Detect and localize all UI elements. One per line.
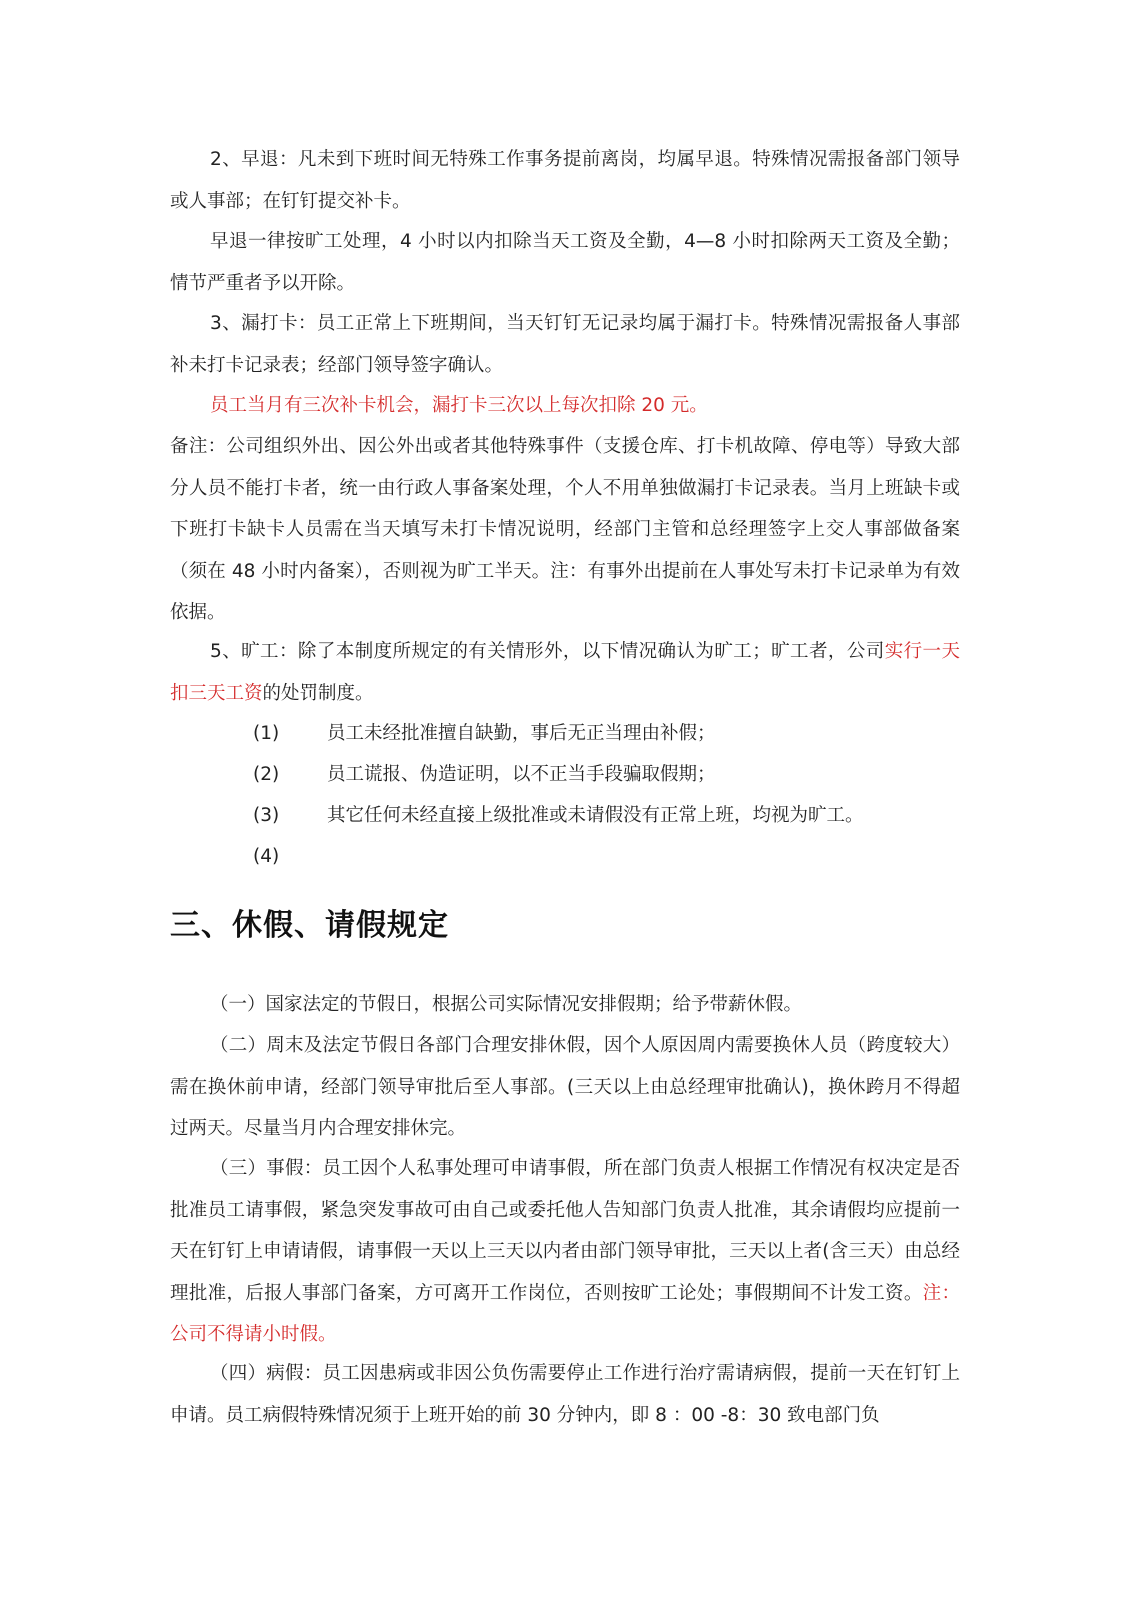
sick-leave-rule: （四）病假：员工因患病或非因公负伤需要停止工作进行治疗需请病假，提前一天在钉钉上申请。员工病假特殊情况须于上班开始的前 30 分钟内，即 8 ：00 -8：30 致电部门负 [170, 1363, 960, 1426]
list-item-number: (2) [253, 764, 280, 785]
holiday-rule: （一）国家法定的节假日，根据公司实际情况安排假期；给予带薪休假。 [210, 994, 803, 1015]
personal-leave-note: 注：公司不得请小时假。 [170, 1282, 960, 1345]
list-item [253, 795, 953, 837]
list-item-text: 员工谎报、伪造证明，以不正当手段骗取假期； [327, 764, 716, 785]
early-leave-rule: 2、早退：凡未到下班时间无特殊工作事务提前离岗，均属早退。特殊情况需报备部门领导或人事部；在钉钉提交补卡。 [170, 149, 960, 212]
list-item-text: 其它任何未经直接上级批准或未请假没有正常上班，均视为旷工。 [327, 805, 864, 826]
missed-punch-penalty: 员工当月有三次补卡机会，漏打卡三次以上每次扣除 20 元。 [210, 395, 708, 416]
remark-paragraph: 备注：公司组织外出、因公外出或者其他特殊事件（支援仓库、打卡机故障、停电等）导致大部分人员不能打卡者，统一由行政人事备案处理，个人不用单独做漏打卡记录表。当月上班缺卡或下班打卡缺卡人员需在当天填写未打卡情况说明，经部门主管和总经理签字上交人事部做备案（须在 48 小时内备案），否则视为旷工半天。注：有事外出提前在人事处写未打卡记录单为有效依据。 [170, 436, 960, 623]
list-item-number: (3) [253, 805, 280, 826]
personal-leave-rule [170, 1148, 960, 1356]
section-heading: 三、休假、请假规定 [170, 908, 449, 943]
personal-leave-text: （三）事假：员工因个人私事处理可申请事假，所在部门负责人根据工作情况有权决定是否批准员工请事假，紧急突发事故可由自己或委托他人告知部门负责人批准，其余请假均应提前一天在钉钉上申请请假，请事假一天以上三天以内者由部门领导审批，三天以上者(含三天）由总经理批准，后报人事部门备案，方可离开工作岗位，否则按旷工论处；事假期间不计发工资。 [170, 1158, 960, 1304]
absence-penalty-highlight: 实行一天扣三天工资 [170, 641, 960, 704]
list-item [253, 836, 953, 878]
absence-rule [170, 631, 960, 714]
list-item-number: (1) [253, 723, 280, 744]
list-item [253, 754, 953, 796]
missed-punch-rule: 3、漏打卡：员工正常上下班期间，当天钉钉无记录均属于漏打卡。特殊情况需报备人事部补未打卡记录表；经部门领导签字确认。 [170, 313, 960, 376]
early-leave-penalty: 早退一律按旷工处理，4 小时以内扣除当天工资及全勤，4—8 小时扣除两天工资及全勤；情节严重者予以开除。 [170, 231, 960, 294]
weekend-rule: （二）周末及法定节假日各部门合理安排休假，因个人原因周内需要换休人员（跨度较大）需在换休前申请，经部门领导审批后至人事部。(三天以上由总经理审批确认)，换休跨月不得超过两天。尽量当月内合理安排休完。 [170, 1035, 960, 1139]
absence-rule-text: 5、旷工：除了本制度所规定的有关情形外，以下情况确认为旷工；旷工者，公司 [210, 641, 885, 662]
absence-rule-suffix: 的处罚制度。 [262, 682, 374, 704]
list-item-number: (4) [253, 846, 280, 867]
list-item-text: 员工未经批准擅自缺勤，事后无正当理由补假； [327, 723, 716, 744]
list-item [253, 713, 953, 755]
